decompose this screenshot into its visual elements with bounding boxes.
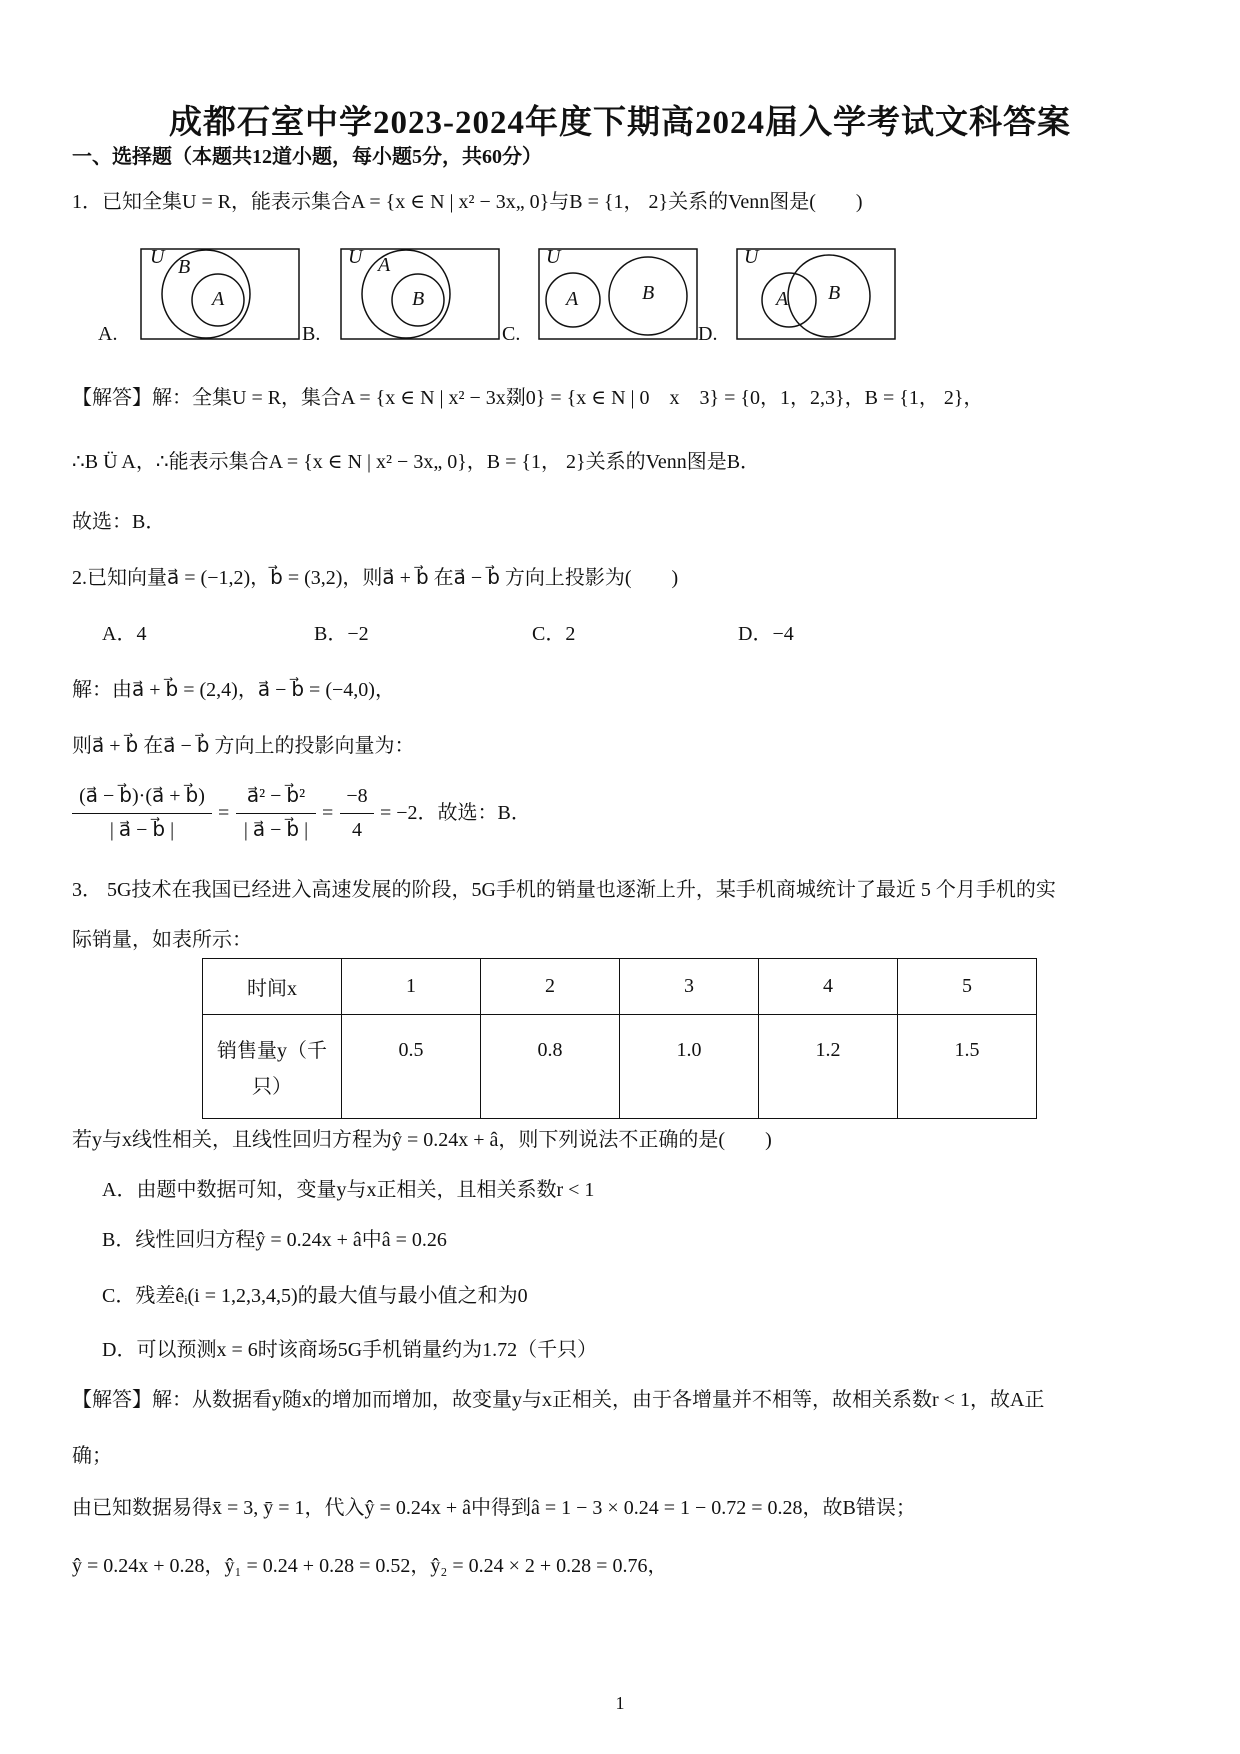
q2-option-d: D．−4 <box>738 623 794 645</box>
table-cell: 0.8 <box>481 1015 620 1119</box>
table-cell: 1 <box>342 959 481 1015</box>
q1-option-c-label: C. <box>502 323 521 345</box>
table-cell: 1.0 <box>620 1015 759 1119</box>
fraction-1-bar <box>72 813 212 814</box>
fraction-2-denominator: | a⃗ − b⃗ | <box>243 819 309 841</box>
venn-a-universe: U <box>150 246 165 268</box>
venn-a-outer-label: B <box>178 256 191 278</box>
q2-result: = −2．故选：B． <box>380 802 531 824</box>
venn-c-left-label: A <box>566 288 579 310</box>
fraction-3-denominator: 4 <box>352 819 362 841</box>
page-number: 1 <box>615 1693 625 1713</box>
q3-option-c: C．残差êᵢ(i = 1,2,3,4,5)的最大值与最小值之和为0 <box>102 1285 528 1307</box>
venn-d-left-label: A <box>776 288 789 310</box>
q2-option-a: A．4 <box>102 623 147 645</box>
q3-question: 若y与x线性相关，且线性回归方程为ŷ = 0.24x + â，则下列说法不正确的是( ) <box>72 1129 772 1151</box>
venn-d-universe: U <box>744 246 759 268</box>
q1-stem: 1．已知全集U = R，能表示集合A = {x ∈ N | x² − 3x„ 0}与B = {1， 2}关系的Venn图是( ) <box>72 191 863 213</box>
q1-answer: 故选：B． <box>72 511 166 533</box>
q1-solution-line-1: 【解答】解：全集U = R，集合A = {x ∈ N | x² − 3x剟0} = {x ∈ N | 0 x 3} = {0，1，2,3}，B = {1， 2}， <box>72 387 984 409</box>
q3-solution-line-4: ŷ = 0.24x + 0.28，ŷ₁ = 0.24 + 0.28 = 0.52，ŷ₂ = 0.24 × 2 + 0.28 = 0.76， <box>72 1555 668 1577</box>
venn-c-right-label: B <box>642 282 655 304</box>
q2-stem: 2.已知向量a⃗ = (−1,2)，b⃗ = (3,2)，则a⃗ + b⃗ 在a⃗ − b⃗ 方向上投影为( ) <box>72 567 679 589</box>
q3-solution-line-2: 确； <box>72 1445 112 1467</box>
venn-b-universe: U <box>348 246 363 268</box>
venn-diagram-a <box>140 248 300 340</box>
q1-option-a-label: A. <box>98 323 118 345</box>
table-row-sales <box>203 1015 1037 1119</box>
q1-option-b-label: B. <box>302 323 321 345</box>
table-cell: 5 <box>898 959 1037 1015</box>
fraction-3-bar <box>340 813 374 814</box>
table-header-sales-line-1: 销售量y（千 <box>217 1040 327 1062</box>
fraction-1-numerator: (a⃗ − b⃗)·(a⃗ + b⃗) <box>79 785 205 807</box>
venn-b-inner-label: B <box>412 288 425 310</box>
venn-a-inner-label: A <box>212 288 225 310</box>
q3-stem-line-2: 际销量，如表所示： <box>72 929 252 951</box>
q3-option-d: D．可以预测x = 6时该商场5G手机销量约为1.72（千只） <box>102 1339 598 1361</box>
table-header-sales-line-2: 只） <box>252 1076 292 1098</box>
fraction-2-numerator: a⃗² − b⃗² <box>246 785 306 807</box>
q2-solution-line-1: 解：由a⃗ + b⃗ = (2,4)，a⃗ − b⃗ = (−4,0)， <box>72 679 395 701</box>
fraction-3-numerator: −8 <box>346 785 368 807</box>
section-heading: 一、选择题（本题共12道小题，每小题5分，共60分） <box>72 146 542 168</box>
q3-stem-line-1: 3． 5G技术在我国已经进入高速发展的阶段，5G手机的销量也逐渐上升，某手机商城统计了最近 5 个月手机的实 <box>72 879 1056 901</box>
table-header-time: 时间x <box>203 959 342 1015</box>
fraction-1-denominator: | a⃗ − b⃗ | <box>109 819 175 841</box>
table-cell: 4 <box>759 959 898 1015</box>
equals-sign-2: = <box>322 802 334 824</box>
table-cell: 2 <box>481 959 620 1015</box>
page-title: 成都石室中学2023-2024年度下期高2024届入学考试文科答案 <box>169 105 1071 141</box>
venn-diagram-d <box>736 248 896 340</box>
table-cell: 3 <box>620 959 759 1015</box>
q1-solution-line-2: ∴B Ü A，∴能表示集合A = {x ∈ N | x² − 3x„ 0}，B = {1， 2}关系的Venn图是B． <box>72 451 761 473</box>
q2-option-b: B．−2 <box>314 623 369 645</box>
table-cell: 1.2 <box>759 1015 898 1119</box>
venn-diagram-c <box>538 248 698 340</box>
q3-solution-line-3: 由已知数据易得x̄ = 3, ȳ = 1，代入ŷ = 0.24x + â中得到â = 1 − 3 × 0.24 = 1 − 0.72 = 0.28，故B错误； <box>72 1497 916 1519</box>
q2-option-c: C．2 <box>532 623 576 645</box>
q3-solution-line-1: 【解答】解：从数据看y随x的增加而增加，故变量y与x正相关，由于各增量并不相等，故相关系数r < 1，故A正 <box>72 1389 1045 1411</box>
q1-option-d-label: D. <box>698 323 718 345</box>
q2-solution-line-2: 则a⃗ + b⃗ 在a⃗ − b⃗ 方向上的投影向量为： <box>72 735 415 757</box>
table-cell: 0.5 <box>342 1015 481 1119</box>
q3-option-b: B．线性回归方程ŷ = 0.24x + â中â = 0.26 <box>102 1229 447 1251</box>
sales-table <box>202 958 1037 1119</box>
table-header-sales <box>203 1015 342 1119</box>
q3-option-a: A．由题中数据可知，变量y与x正相关，且相关系数r < 1 <box>102 1179 595 1201</box>
table-cell: 1.5 <box>898 1015 1037 1119</box>
q2-projection-formula <box>72 782 972 846</box>
venn-b-outer-label: A <box>378 254 391 276</box>
venn-d-right-label: B <box>828 282 841 304</box>
table-row-time <box>203 959 1037 1015</box>
equals-sign-1: = <box>218 802 230 824</box>
fraction-2-bar <box>236 813 316 814</box>
venn-c-universe: U <box>546 246 561 268</box>
venn-diagram-b <box>340 248 500 340</box>
